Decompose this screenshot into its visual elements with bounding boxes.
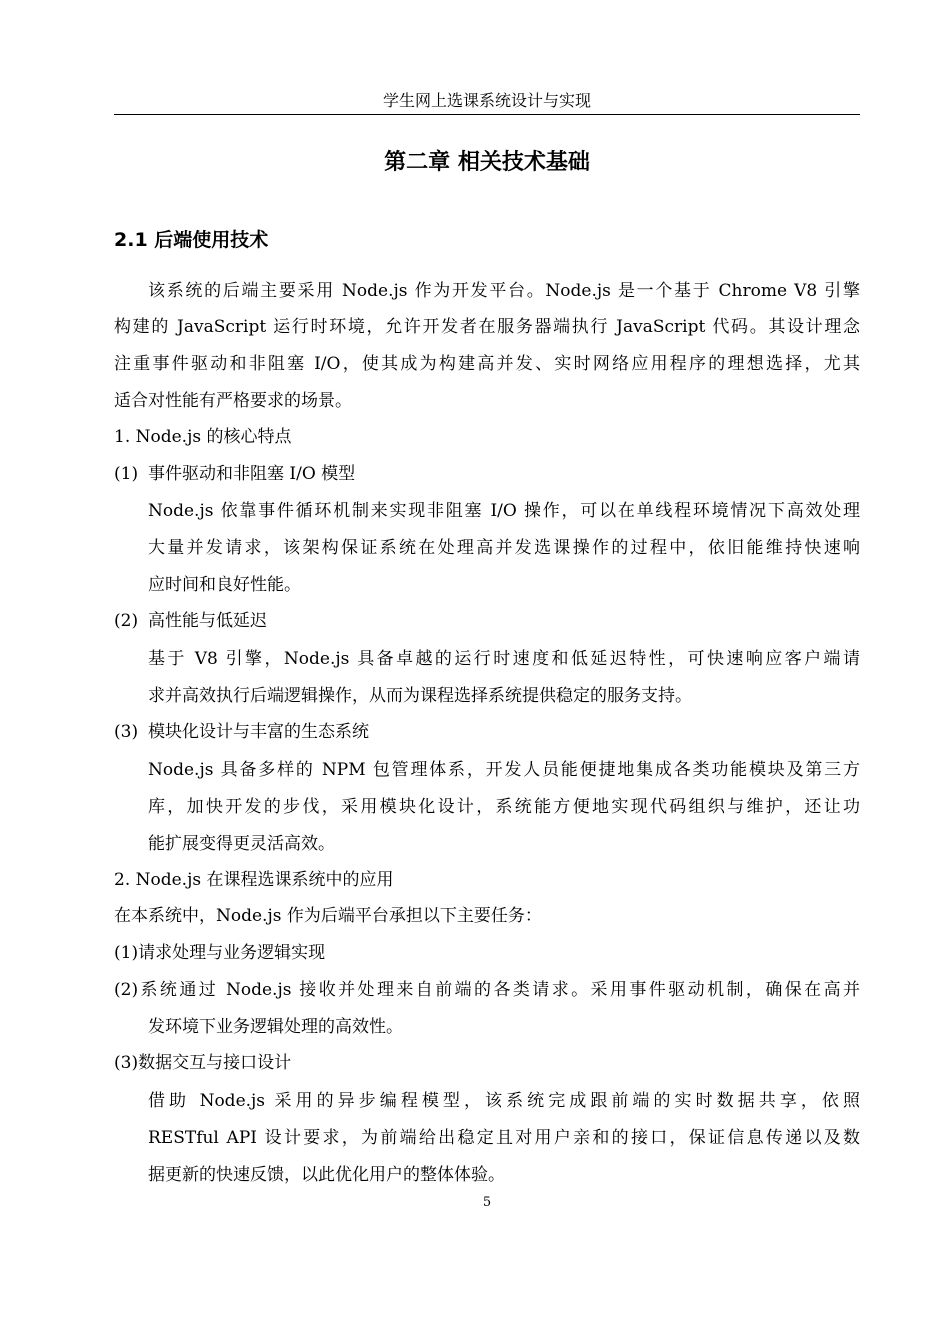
sub-item-3-line-1: 借助 Node.js 采用的异步编程模型，该系统完成跟前端的实时数据共享，依照	[148, 1091, 860, 1111]
sub-item-2-line-2: 发环境下业务逻辑处理的高效性。	[148, 1017, 403, 1037]
item-3-line-2: 库，加快开发的步伐，采用模块化设计，系统能方便地实现代码组织与维护，还让功	[148, 797, 860, 817]
section-title: 2.1 后端使用技术	[114, 229, 269, 251]
intro-line-4: 适合对性能有严格要求的场景。	[114, 391, 352, 411]
intro-line-2: 构建的 JavaScript 运行时环境，允许开发者在服务器端执行 JavaScript 代码。其设计理念	[114, 317, 860, 337]
sub-item-3: (3)数据交互与接口设计	[114, 1053, 292, 1073]
sub-item-2-line-1: (2)系统通过 Node.js 接收并处理来自前端的各类请求。采用事件驱动机制，确保在高并	[114, 980, 860, 1000]
item-1-line-2: 大量并发请求，该架构保证系统在处理高并发选课操作的过程中，依旧能维持快速响	[148, 538, 860, 558]
item-2-title: 高性能与低延迟	[148, 611, 267, 631]
header-rule	[114, 114, 860, 115]
item-1-number: (1)	[114, 464, 139, 484]
item-3-title: 模块化设计与丰富的生态系统	[148, 722, 369, 742]
page-number: 5	[482, 1195, 492, 1210]
running-header: 学生网上选课系统设计与实现	[382, 91, 591, 110]
sub-item-1: (1)请求处理与业务逻辑实现	[114, 943, 326, 963]
chapter-title: 第二章 相关技术基础	[384, 150, 590, 175]
item-3-number: (3)	[114, 722, 139, 742]
item-2-number: (2)	[114, 611, 139, 631]
heading-application: 2. Node.js 在课程选课系统中的应用	[114, 870, 394, 890]
item-3-heading	[114, 718, 860, 746]
intro-line-3: 注重事件驱动和非阻塞 I/O，使其成为构建高并发、实时网络应用程序的理想选择，尤其	[114, 354, 860, 374]
item-2-line-2: 求并高效执行后端逻辑操作，从而为课程选择系统提供稳定的服务支持。	[148, 686, 692, 706]
sub-item-3-line-3: 据更新的快速反馈，以此优化用户的整体体验。	[148, 1165, 505, 1185]
paragraph-tasks: 在本系统中，Node.js 作为后端平台承担以下主要任务：	[114, 906, 542, 926]
item-2-line-1: 基于 V8 引擎，Node.js 具备卓越的运行时速度和低延迟特性，可快速响应客户端请	[148, 649, 860, 669]
item-1-heading	[114, 460, 860, 488]
item-2-heading	[114, 607, 860, 635]
sub-item-3-line-2: RESTful API 设计要求，为前端给出稳定且对用户亲和的接口，保证信息传递以及数	[148, 1128, 860, 1148]
item-3-line-1: Node.js 具备多样的 NPM 包管理体系，开发人员能便捷地集成各类功能模块及第三方	[148, 760, 860, 780]
heading-core-features: 1. Node.js 的核心特点	[114, 427, 292, 447]
intro-line-1: 该系统的后端主要采用 Node.js 作为开发平台。Node.js 是一个基于 Chrome V8 引擎	[148, 281, 860, 301]
item-3-line-3: 能扩展变得更灵活高效。	[148, 834, 335, 854]
item-1-line-1: Node.js 依靠事件循环机制来实现非阻塞 I/O 操作，可以在单线程环境情况下高效处理	[148, 501, 860, 521]
item-1-title: 事件驱动和非阻塞 I/O 模型	[148, 464, 356, 484]
item-1-line-3: 应时间和良好性能。	[148, 575, 301, 595]
